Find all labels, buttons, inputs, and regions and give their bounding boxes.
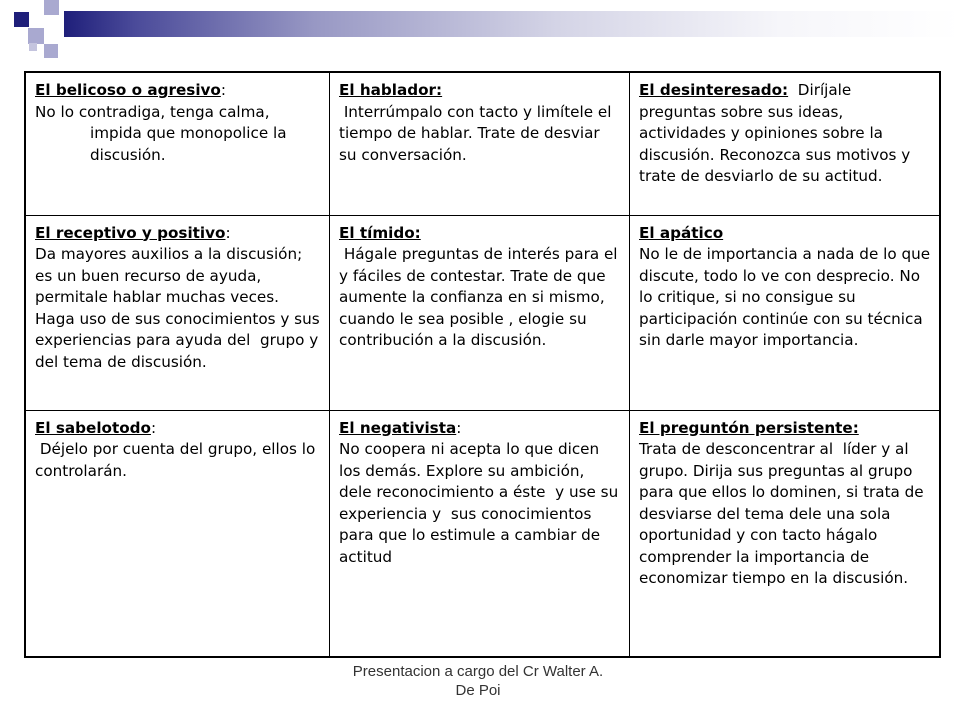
- cell-title-suffix: :: [150, 418, 157, 437]
- light-square-decoration: [44, 0, 59, 15]
- footer-line: Presentacion a cargo del Cr Walter A.: [352, 663, 604, 680]
- cell-title: El receptivo y positivo: [35, 223, 226, 242]
- cell-body: Diríjale preguntas sobre sus ideas, actividades y opiniones sobre la discusión. Reconozca sus motivos y trate de desviarlo de su actitud.: [639, 81, 916, 185]
- table-cell: [25, 72, 330, 215]
- light-square-decoration: [28, 28, 44, 44]
- cell-title-suffix: :: [225, 223, 231, 242]
- light-square-decoration: [29, 43, 37, 51]
- cell-title: El desinteresado:: [639, 81, 789, 99]
- cell-title-suffix: :: [220, 81, 226, 99]
- cell-title: El belicoso o agresivo: [35, 81, 221, 99]
- table-row: [25, 215, 940, 410]
- light-square-decoration: [44, 44, 58, 58]
- participant-types-table: [24, 71, 941, 658]
- table-cell: [25, 410, 330, 657]
- table-cell: [330, 72, 630, 215]
- table-row: [25, 410, 940, 657]
- table-cell: [330, 215, 630, 410]
- slide-footer: [328, 662, 628, 700]
- cell-title: El apático: [639, 223, 724, 242]
- cell-body: Trata de desconcentrar al líder y al grupo. Dirija sus preguntas al grupo para que ellos lo dominen, si trata de desviarse del tema dele una sola oportunidad y con tacto hágalo comprender la importancia de economizar tiempo en la discusión.: [639, 440, 929, 587]
- cell-body: Da mayores auxilios a la discusión; es un buen recurso de ayuda, permitale hablar muchas veces. Haga uso de sus conocimientos y sus experiencias para ayuda del grupo y del tema de discusión.: [35, 245, 325, 371]
- table-row: [25, 72, 940, 215]
- cell-body: Interrúmpalo con tacto y limítele el tiempo de hablar. Trate de desviar su conversación.: [339, 102, 617, 164]
- footer-line: De Poi: [455, 682, 501, 699]
- table-cell: [25, 215, 330, 410]
- table-cell: [630, 410, 941, 657]
- cell-title-suffix: :: [456, 418, 462, 437]
- cell-body: Hágale preguntas de interés para el y fáciles de contestar. Trate de que aumente la confianza en si mismo, cuando le sea posible , elogie su contribución a la discusión.: [339, 245, 623, 349]
- header-gradient-bar: [64, 11, 960, 37]
- cell-title: El preguntón persistente:: [639, 418, 859, 437]
- table-cell: [630, 72, 941, 215]
- cell-title: El sabelotodo: [35, 418, 151, 437]
- cell-title: El hablador:: [339, 81, 443, 99]
- cell-body: No coopera ni acepta lo que dicen los demás. Explore su ambición, dele reconocimiento a éste y use su experiencia y sus conocimientos para que lo estimule a cambiar de actitud: [339, 440, 624, 566]
- table-cell: [330, 410, 630, 657]
- cell-title: El tímido:: [339, 223, 421, 242]
- cell-body: Déjelo por cuenta del grupo, ellos lo controlarán.: [35, 440, 321, 480]
- table-cell: [630, 215, 941, 410]
- cell-body: No lo contradiga, tenga calma, impida que monopolice la discusión.: [35, 102, 287, 164]
- cell-title: El negativista: [339, 418, 457, 437]
- dark-square-decoration: [14, 12, 29, 27]
- cell-body: No le de importancia a nada de lo que discute, todo lo ve con desprecio. No lo critique, si no consigue su participación continúe con su técnica sin darle mayor importancia.: [639, 245, 931, 349]
